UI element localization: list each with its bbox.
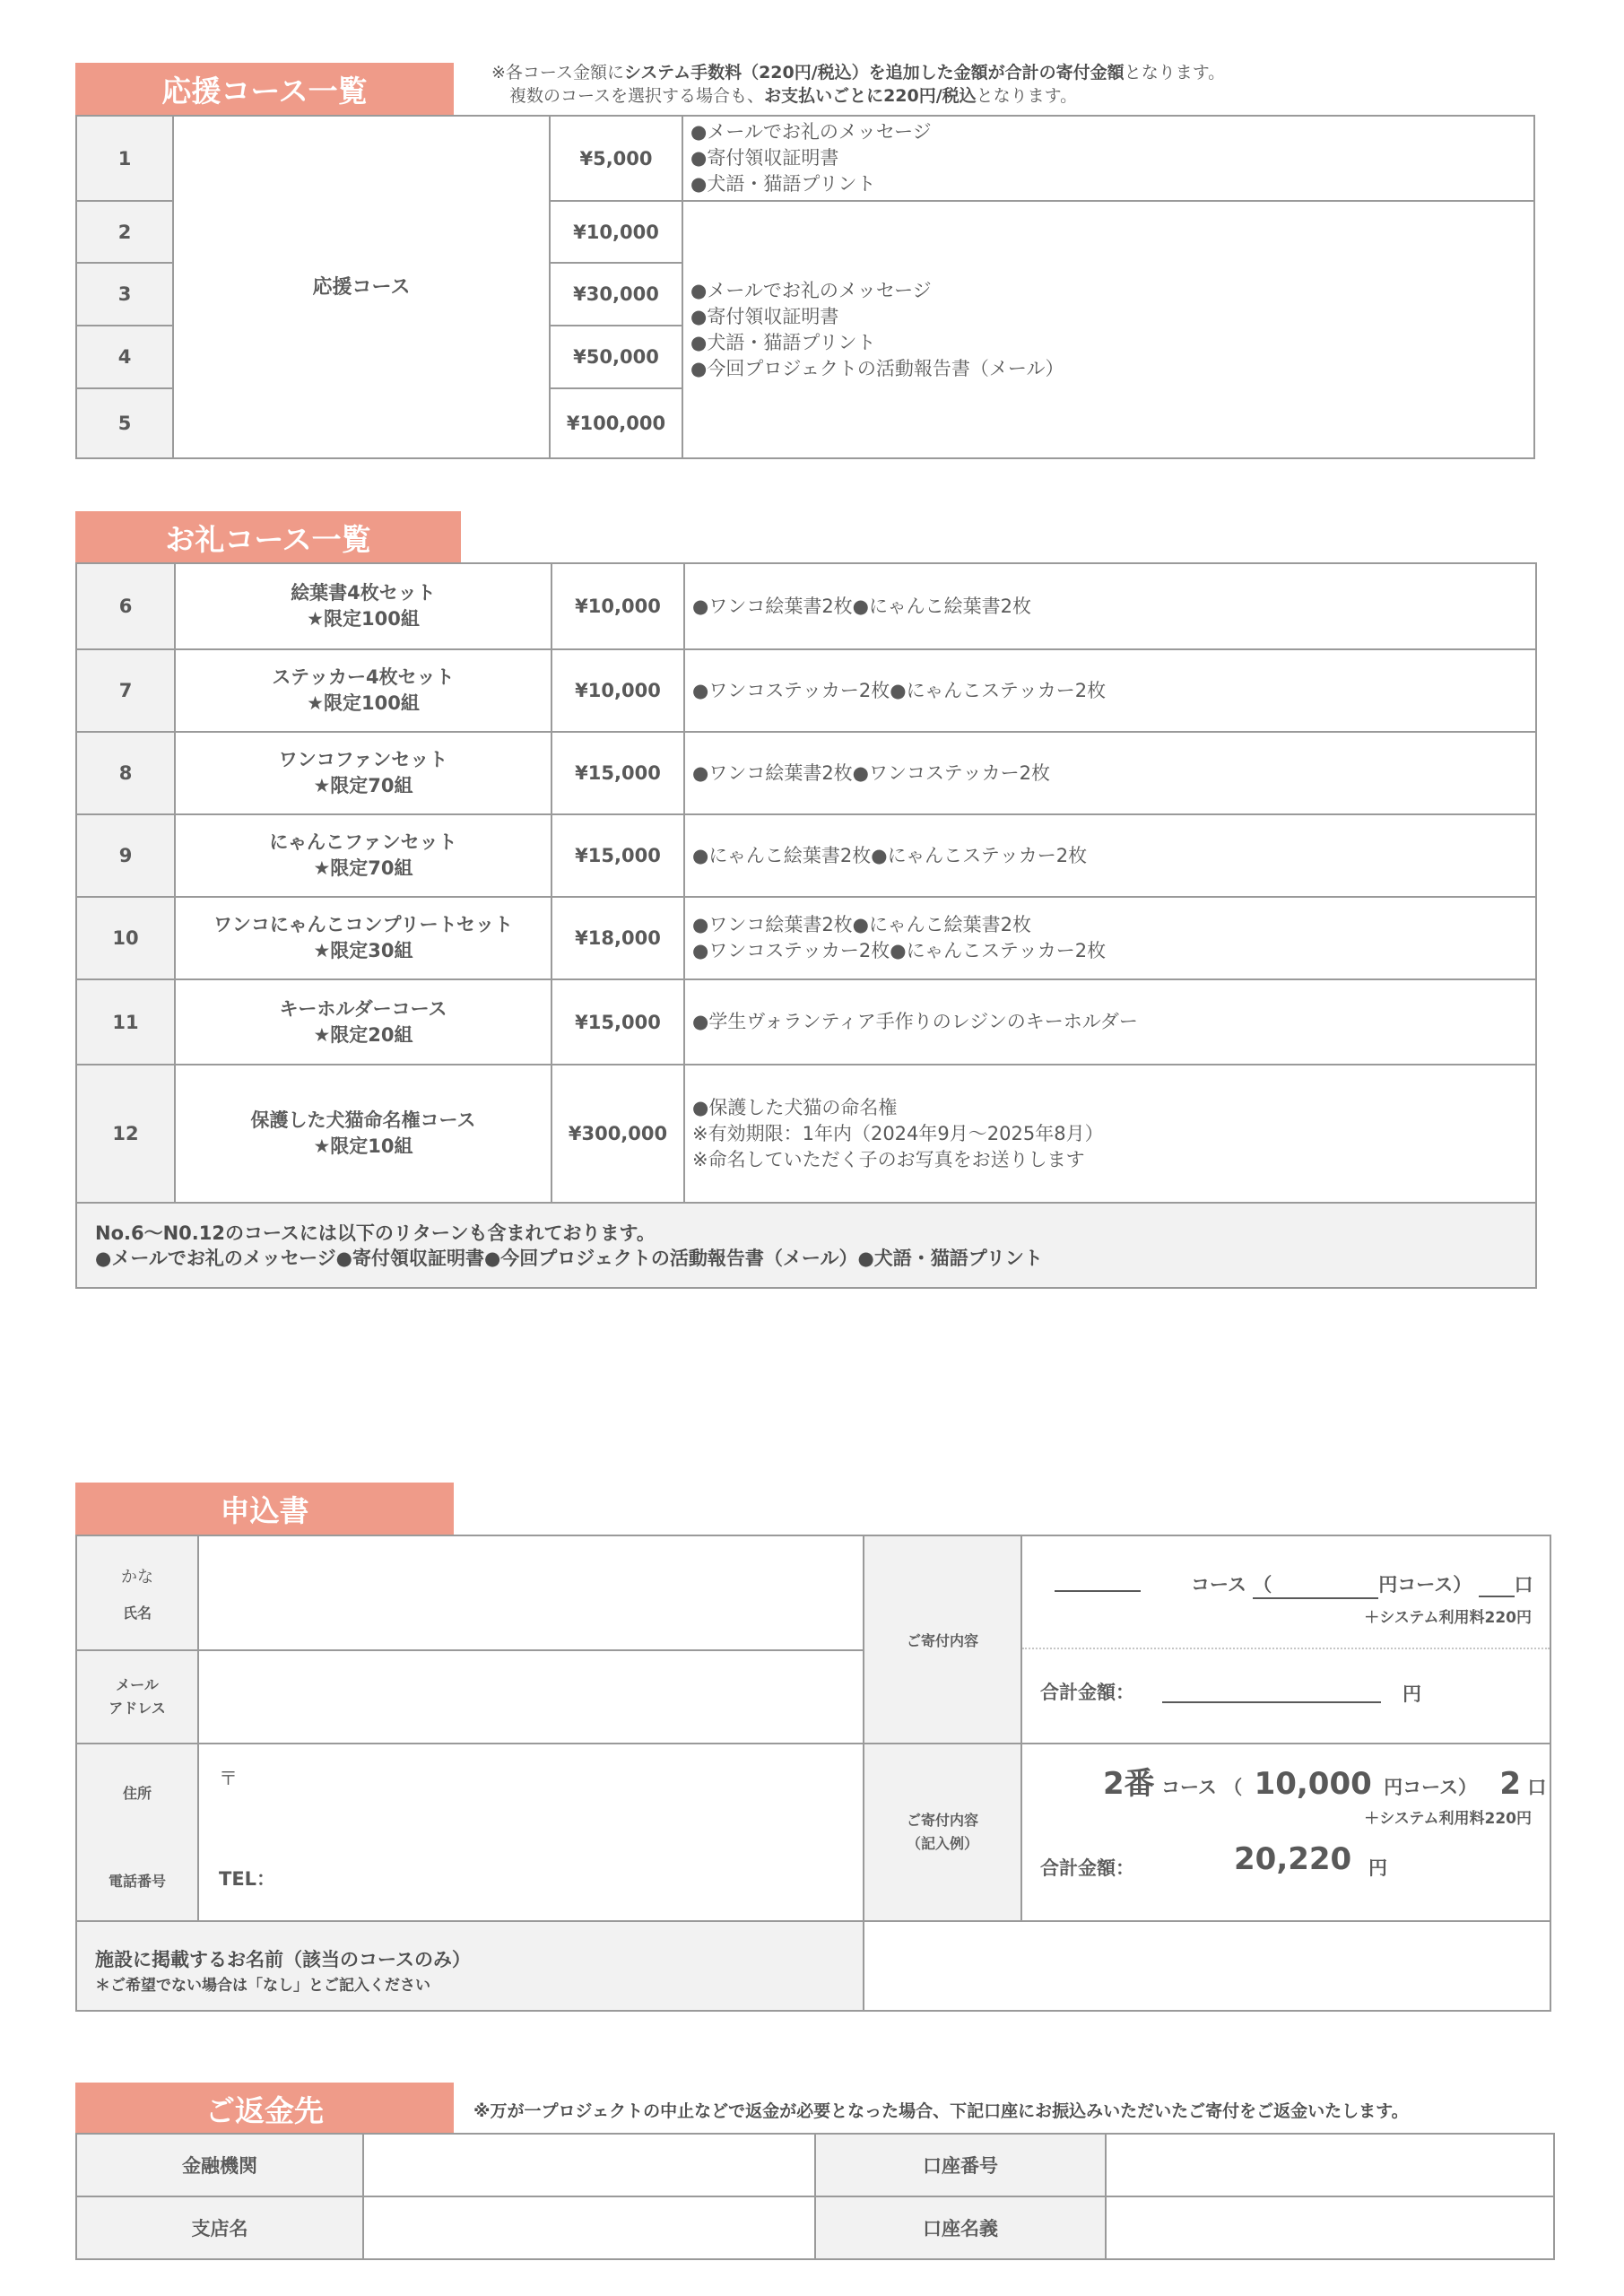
table-row xyxy=(76,897,1536,979)
total-blank[interactable] xyxy=(1162,1701,1381,1703)
course-price: ¥10,000 xyxy=(550,201,682,263)
course-name-text: 絵葉書4枚セット xyxy=(291,582,436,604)
account-holder-input[interactable] xyxy=(1106,2196,1554,2259)
email-input[interactable] xyxy=(197,1649,864,1744)
course-number-blank[interactable] xyxy=(1055,1590,1141,1592)
table-row xyxy=(76,2196,1554,2259)
course-description xyxy=(684,814,1536,897)
course-limit: ★限定30組 xyxy=(313,940,413,961)
example-course-line xyxy=(1103,1759,1546,1803)
course-price: ¥50,000 xyxy=(550,326,682,388)
course-number: 3 xyxy=(76,263,173,326)
support-course-header xyxy=(75,63,454,115)
example-total: 20,220 xyxy=(1234,1841,1352,1877)
course-amount-line xyxy=(1191,1570,1533,1599)
description-line: ※有効期限：1年内（2024年9月〜2025年8月） xyxy=(692,1122,1104,1144)
course-limit: ★限定10組 xyxy=(313,1135,413,1157)
note-text: となります。 xyxy=(1124,63,1226,83)
course-price: ¥300,000 xyxy=(551,1065,684,1203)
postal-mark: 〒 xyxy=(219,1768,238,1789)
footer-line: ●メールでお礼のメッセージ●寄付領収証明書●今回プロジェクトの活動報告書（メール）●犬語・猫語プリント xyxy=(95,1247,1043,1269)
address-phone-input[interactable] xyxy=(197,1743,864,1922)
description-line: ●ワンコステッカー2枚●にゃんこステッカー2枚 xyxy=(692,940,1107,961)
course-name xyxy=(175,897,551,979)
course-description xyxy=(684,979,1536,1065)
course-name xyxy=(175,979,551,1065)
course-description xyxy=(684,897,1536,979)
course-number: 6 xyxy=(76,563,175,649)
description-line: ●メールでお礼のメッセージ xyxy=(690,279,932,301)
course-number: 7 xyxy=(76,649,175,732)
bank-input[interactable] xyxy=(363,2134,815,2196)
name-input[interactable] xyxy=(197,1535,864,1651)
course-name xyxy=(175,649,551,732)
table-row xyxy=(76,979,1536,1065)
description-line: ●ワンコ絵葉書2枚●ワンコステッカー2枚 xyxy=(692,761,1050,784)
yen-text: 円 xyxy=(1368,1857,1387,1879)
course-description xyxy=(682,116,1534,201)
units-text: 口 xyxy=(1514,1574,1533,1596)
course-number: 5 xyxy=(76,388,173,458)
description-line: ●ワンコ絵葉書2枚●にゃんこ絵葉書2枚 xyxy=(692,914,1031,935)
course-number: 8 xyxy=(76,732,175,814)
course-name xyxy=(175,814,551,897)
table-row xyxy=(76,563,1536,649)
example-units: 2 xyxy=(1499,1766,1522,1802)
course-number: 11 xyxy=(76,979,175,1065)
course-description xyxy=(682,201,1534,458)
course-description xyxy=(684,649,1536,732)
account-number-input[interactable] xyxy=(1106,2134,1554,2196)
description-line: ●寄付領収証明書 xyxy=(690,147,839,169)
account-number-label: 口座番号 xyxy=(815,2134,1106,2196)
table-row xyxy=(76,649,1536,732)
reward-course-title: お礼コース一覧 xyxy=(165,521,371,557)
yen-course-text: 円コース） xyxy=(1384,1777,1478,1798)
course-name-text: ステッカー4枚セット xyxy=(272,666,455,688)
table-row xyxy=(76,1203,1536,1288)
course-name-text: にゃんこファンセット xyxy=(269,831,457,853)
branch-label: 支店名 xyxy=(76,2196,363,2259)
email-label-line: アドレス xyxy=(109,1700,166,1717)
description-line: ●寄付領収証明書 xyxy=(690,305,839,327)
description-line: ●学生ヴォランティア手作りのレジンのキーホルダー xyxy=(692,1011,1138,1032)
example-label-line: （記入例） xyxy=(906,1835,978,1852)
course-number: 1 xyxy=(76,116,173,201)
course-name xyxy=(175,732,551,814)
example-course-number: 2番 xyxy=(1103,1766,1155,1802)
course-name-text: 保護した犬猫命名権コース xyxy=(250,1109,476,1131)
refund-title: ご返金先 xyxy=(205,2092,324,2128)
course-text: コース xyxy=(1191,1574,1246,1596)
amount-blank[interactable] xyxy=(1253,1570,1378,1599)
kana-label: かな xyxy=(121,1567,153,1587)
units-blank[interactable] xyxy=(1479,1574,1515,1597)
course-price: ¥18,000 xyxy=(551,897,684,979)
table-row xyxy=(76,116,1534,201)
reward-course-table xyxy=(75,562,1537,1289)
example-label-cell xyxy=(863,1743,1022,1922)
yen-course-text: 円コース） xyxy=(1378,1574,1472,1596)
reward-course-header xyxy=(75,511,461,563)
yen-text: 円 xyxy=(1403,1683,1421,1705)
support-course-table xyxy=(75,115,1535,459)
description-line: ※命名していただく子のお写真をお送りします xyxy=(692,1148,1085,1170)
description-line: ●犬語・猫語プリント xyxy=(690,173,876,195)
course-name xyxy=(175,563,551,649)
note-bold-text: システム手数料（220円/税込）を追加した金額が合計の寄付金額 xyxy=(623,63,1125,83)
course-limit: ★限定70組 xyxy=(313,857,413,879)
bank-label: 金融機関 xyxy=(76,2134,363,2196)
course-price: ¥100,000 xyxy=(550,388,682,458)
application-form-title: 申込書 xyxy=(220,1492,309,1528)
note-bold-text: お支払いごとに220円/税込 xyxy=(764,86,977,106)
email-label-line: メール xyxy=(116,1676,159,1693)
facility-name-hint: ＊ご希望でない場合は「なし」とご記入ください xyxy=(95,1977,430,1995)
facility-name-label-cell xyxy=(75,1920,864,2012)
description-line: ●今回プロジェクトの活動報告書（メール） xyxy=(690,357,1064,379)
example-amount: 10,000 xyxy=(1254,1766,1372,1802)
course-price: ¥15,000 xyxy=(551,732,684,814)
course-name-text: ワンコにゃんこコンプリートセット xyxy=(213,914,514,935)
course-price: ¥5,000 xyxy=(550,116,682,201)
support-fee-note xyxy=(491,61,1594,108)
course-name: 応援コース xyxy=(173,116,550,458)
course-price: ¥15,000 xyxy=(551,979,684,1065)
reward-footer-note xyxy=(76,1203,1536,1288)
example-cell xyxy=(1020,1743,1551,1922)
course-price: ¥10,000 xyxy=(551,649,684,732)
address-label: 住所 xyxy=(122,1785,152,1802)
paren-open: （ xyxy=(1253,1574,1272,1596)
total-label: 合計金額： xyxy=(1040,1682,1134,1703)
course-number: 9 xyxy=(76,814,175,897)
description-line: ●にゃんこ絵葉書2枚●にゃんこステッカー2枚 xyxy=(692,844,1088,866)
donation-input-cell[interactable] xyxy=(1020,1535,1551,1744)
footer-line: No.6〜N0.12のコースには以下のリターンも含まれております。 xyxy=(95,1222,656,1244)
donation-label: ご寄付内容 xyxy=(906,1631,978,1649)
system-fee-note: ＋システム利用料220円 xyxy=(1364,1810,1532,1828)
description-line: ●犬語・猫語プリント xyxy=(690,331,876,353)
branch-input[interactable] xyxy=(363,2196,815,2259)
note-text: ※各コース金額に xyxy=(491,63,624,83)
divider xyxy=(1022,1648,1550,1649)
table-row xyxy=(76,2134,1554,2196)
course-description xyxy=(684,732,1536,814)
note-text: 複数のコースを選択する場合も、 xyxy=(509,86,765,106)
facility-name-input[interactable] xyxy=(863,1920,1551,2012)
course-limit: ★限定100組 xyxy=(307,692,420,714)
name-label-cell xyxy=(75,1535,199,1651)
name-label: 氏名 xyxy=(122,1604,152,1622)
note-text: となります。 xyxy=(976,86,1078,106)
course-text: コース xyxy=(1160,1777,1217,1798)
support-course-title: 応援コース一覧 xyxy=(161,73,368,109)
course-number: 2 xyxy=(76,201,173,263)
paren-open: （ xyxy=(1223,1777,1243,1798)
phone-label: 電話番号 xyxy=(108,1873,166,1890)
course-description xyxy=(684,1065,1536,1203)
table-row xyxy=(76,814,1536,897)
refund-table xyxy=(75,2133,1555,2260)
description-line: ●ワンコ絵葉書2枚●にゃんこ絵葉書2枚 xyxy=(692,595,1031,617)
table-row xyxy=(76,732,1536,814)
course-name xyxy=(175,1065,551,1203)
course-limit: ★限定70組 xyxy=(313,775,413,796)
course-description xyxy=(684,563,1536,649)
facility-name-label: 施設に掲載するお名前（該当のコースのみ） xyxy=(95,1949,471,1970)
course-number: 10 xyxy=(76,897,175,979)
refund-header xyxy=(75,2083,454,2135)
description-line: ●保護した犬猫の命名権 xyxy=(692,1096,898,1118)
donation-label-cell xyxy=(863,1535,1022,1744)
description-line: ●メールでお礼のメッセージ xyxy=(690,121,932,143)
course-name-text: キーホルダーコース xyxy=(279,997,447,1020)
course-price: ¥30,000 xyxy=(550,263,682,326)
course-limit: ★限定20組 xyxy=(313,1023,413,1046)
course-price: ¥10,000 xyxy=(551,563,684,649)
address-phone-label-cell xyxy=(75,1743,199,1922)
tel-label: TEL： xyxy=(219,1868,276,1890)
refund-note: ※万が一プロジェクトの中止などで返金が必要となった場合、下記口座にお振込みいただいたご寄付をご返金いたします。 xyxy=(473,2101,1409,2121)
table-row xyxy=(76,1065,1536,1203)
total-label: 合計金額： xyxy=(1040,1857,1134,1879)
course-number: 4 xyxy=(76,326,173,388)
account-holder-label: 口座名義 xyxy=(815,2196,1106,2259)
application-form-header xyxy=(75,1483,454,1535)
course-number: 12 xyxy=(76,1065,175,1203)
example-label-line: ご寄付内容 xyxy=(906,1812,978,1829)
course-price: ¥15,000 xyxy=(551,814,684,897)
description-line: ●ワンコステッカー2枚●にゃんこステッカー2枚 xyxy=(692,679,1107,701)
units-text: 口 xyxy=(1527,1777,1547,1798)
system-fee-note: ＋システム利用料220円 xyxy=(1364,1609,1532,1627)
email-label-cell xyxy=(75,1649,199,1744)
course-limit: ★限定100組 xyxy=(307,608,420,630)
course-name-text: ワンコファンセット xyxy=(278,749,448,770)
